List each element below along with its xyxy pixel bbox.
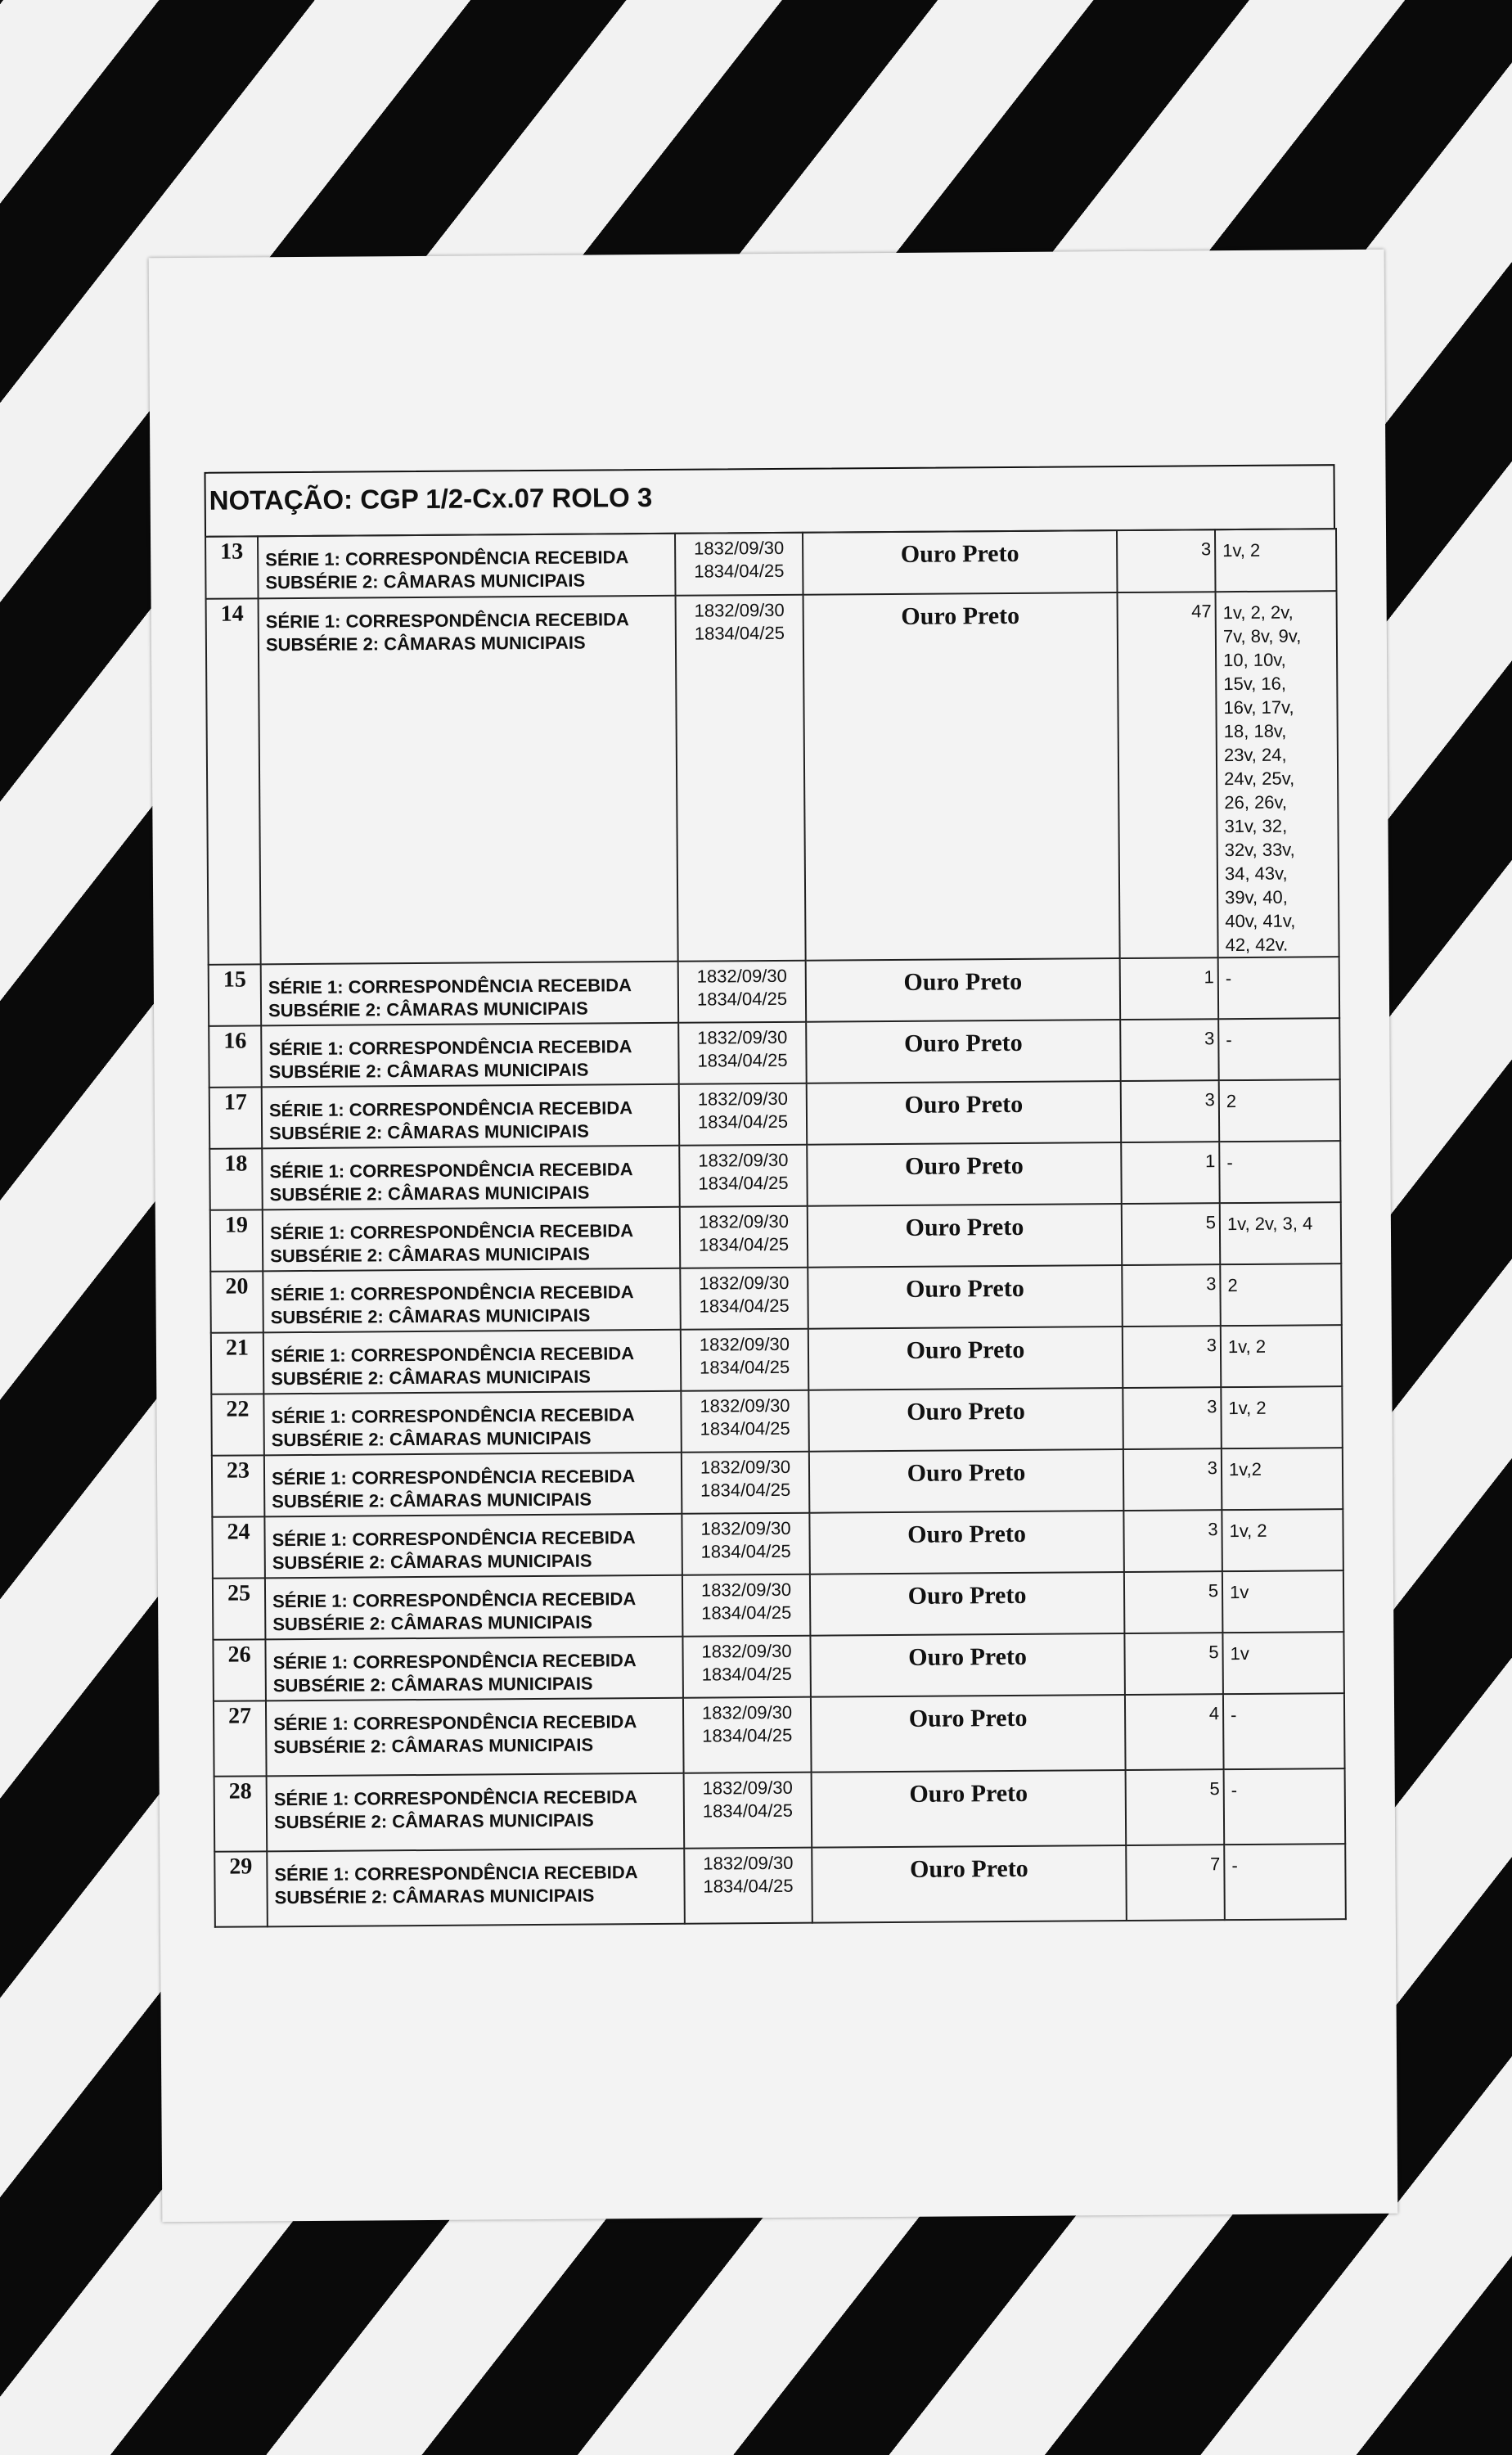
date-range [682, 1452, 810, 1514]
date-end: 1834/04/25 [702, 1800, 794, 1822]
serie-label: SÉRIE 1: CORRESPONDÊNCIA RECEBIDA [268, 1036, 632, 1060]
table-row [209, 1141, 1340, 1210]
page-entry: 7v, 8v, 9v, [1222, 625, 1302, 647]
serie-label: SÉRIE 1: CORRESPONDÊNCIA RECEBIDA [271, 1404, 635, 1428]
page-entry: 24v, 25v, [1224, 768, 1295, 790]
document-count: 3 [1120, 1019, 1219, 1081]
location: Ouro Preto [806, 958, 1121, 1022]
date-start: 1832/09/30 [700, 1394, 790, 1417]
date-range [681, 1329, 809, 1391]
date-range [680, 1268, 808, 1330]
date-range [680, 1206, 808, 1268]
date-end: 1834/04/25 [696, 988, 788, 1010]
serie-label: SÉRIE 1: CORRESPONDÊNCIA RECEBIDA [270, 1343, 635, 1367]
page-entry: 2 [1226, 1091, 1237, 1112]
document-count: 3 [1123, 1510, 1222, 1572]
date-range [684, 1848, 812, 1924]
date-start: 1832/09/30 [700, 1517, 791, 1539]
table-row [209, 1079, 1340, 1149]
location: Ouro Preto [809, 1449, 1124, 1513]
date-start: 1832/09/30 [701, 1640, 792, 1662]
row-number: 28 [214, 1776, 268, 1851]
serie-label: SÉRIE 1: CORRESPONDÊNCIA RECEBIDA [270, 1282, 634, 1305]
date-end: 1834/04/25 [694, 622, 785, 644]
record-description [266, 1698, 684, 1777]
page-entry: - [1231, 1855, 1238, 1876]
table-row [209, 1018, 1339, 1088]
date-range [679, 1145, 808, 1207]
subserie-label: SUBSÉRIE 2: CÂMARAS MUNICIPAIS [268, 998, 588, 1021]
document-count: 1 [1121, 1142, 1220, 1204]
location: Ouro Preto [807, 1081, 1122, 1145]
table-row [211, 1386, 1342, 1456]
row-number: 15 [209, 964, 262, 1025]
subserie-label: SUBSÉRIE 2: CÂMARAS MUNICIPAIS [270, 1304, 591, 1328]
document-count: 3 [1122, 1264, 1221, 1327]
page-entry: 1v, 2 [1222, 539, 1261, 561]
date-end: 1834/04/25 [699, 1295, 790, 1317]
record-description [264, 1453, 682, 1517]
location: Ouro Preto [808, 1327, 1123, 1390]
page-entry: 23v, 24, [1223, 744, 1287, 766]
page-list [1218, 1018, 1340, 1080]
page-entry: 1v,2 [1228, 1458, 1262, 1480]
document-sheet [149, 250, 1398, 2222]
page-list [1215, 529, 1337, 592]
date-range [682, 1574, 811, 1637]
row-number: 29 [214, 1851, 268, 1926]
date-range [675, 533, 803, 596]
document-count: 47 [1118, 592, 1218, 958]
document-count: 7 [1126, 1845, 1225, 1921]
date-start: 1832/09/30 [699, 1333, 790, 1355]
date-range [682, 1636, 811, 1698]
page-entry: - [1231, 1705, 1237, 1726]
page-entry: 1v, 2, 2v, [1222, 601, 1294, 624]
table-row [212, 1509, 1343, 1579]
page-list [1222, 1448, 1343, 1510]
page-entry: 1v, 2 [1229, 1520, 1267, 1542]
document-count: 5 [1124, 1633, 1223, 1695]
page-list [1220, 1202, 1342, 1264]
page-list [1221, 1386, 1343, 1448]
page-entry: 16v, 17v, [1223, 696, 1294, 718]
row-number: 19 [210, 1209, 263, 1271]
date-end: 1834/04/25 [700, 1540, 791, 1562]
page-entry: 10, 10v, [1223, 649, 1286, 671]
serie-label: SÉRIE 1: CORRESPONDÊNCIA RECEBIDA [265, 547, 629, 570]
row-number: 27 [214, 1700, 267, 1776]
document-count: 3 [1123, 1387, 1222, 1449]
page-list [1219, 1141, 1341, 1203]
table-row [213, 1632, 1343, 1701]
serie-label: SÉRIE 1: CORRESPONDÊNCIA RECEBIDA [273, 1786, 638, 1810]
date-end: 1834/04/25 [697, 1049, 788, 1071]
record-description [267, 1773, 685, 1852]
serie-label: SÉRIE 1: CORRESPONDÊNCIA RECEBIDA [268, 1097, 633, 1121]
date-start: 1832/09/30 [699, 1272, 790, 1294]
document-count: 1 [1120, 957, 1219, 1020]
page-list [1219, 1079, 1341, 1142]
serie-label: SÉRIE 1: CORRESPONDÊNCIA RECEBIDA [269, 1159, 633, 1182]
page-entry: 39v, 40, [1225, 886, 1288, 908]
date-end: 1834/04/25 [703, 1875, 794, 1897]
subserie-label: SUBSÉRIE 2: CÂMARAS MUNICIPAIS [265, 632, 586, 655]
document-count: 3 [1121, 1080, 1220, 1142]
date-end: 1834/04/25 [701, 1601, 792, 1624]
subserie-label: SUBSÉRIE 2: CÂMARAS MUNICIPAIS [272, 1489, 592, 1512]
subserie-label: SUBSÉRIE 2: CÂMARAS MUNICIPAIS [274, 1885, 595, 1908]
serie-label: SÉRIE 1: CORRESPONDÊNCIA RECEBIDA [268, 975, 632, 998]
date-range [678, 961, 807, 1023]
notation-header: NOTAÇÃO: CGP 1/2-Cx.07 ROLO 3 [204, 464, 1335, 538]
date-range [678, 1022, 807, 1084]
location: Ouro Preto [807, 1142, 1122, 1206]
row-number: 13 [205, 536, 259, 598]
subserie-label: SUBSÉRIE 2: CÂMARAS MUNICIPAIS [272, 1673, 593, 1696]
date-start: 1832/09/30 [693, 537, 785, 559]
record-description [261, 962, 679, 1026]
page-entry: 1v, 2 [1228, 1397, 1267, 1419]
date-end: 1834/04/25 [698, 1233, 790, 1255]
subserie-label: SUBSÉRIE 2: CÂMARAS MUNICIPAIS [269, 1182, 590, 1205]
page-list [1222, 1509, 1343, 1571]
page-entry: - [1231, 1780, 1238, 1801]
table-row [212, 1448, 1343, 1517]
record-description [262, 1146, 680, 1210]
serie-label: SÉRIE 1: CORRESPONDÊNCIA RECEBIDA [272, 1527, 636, 1551]
record-description [263, 1268, 681, 1333]
date-range [683, 1697, 812, 1773]
record-description [263, 1391, 682, 1456]
row-number: 16 [209, 1025, 262, 1087]
page-entry: - [1225, 968, 1232, 989]
page-entry: 1v, 2v, 3, 4 [1226, 1213, 1313, 1235]
row-number: 26 [213, 1639, 266, 1700]
date-start: 1832/09/30 [697, 1088, 788, 1110]
document-count: 3 [1123, 1448, 1222, 1511]
row-number: 25 [213, 1578, 266, 1639]
page-list [1216, 591, 1339, 957]
date-end: 1834/04/25 [694, 560, 785, 582]
document-count: 4 [1125, 1694, 1224, 1770]
table-row [213, 1570, 1343, 1640]
table-row [214, 1693, 1345, 1777]
table-row [209, 957, 1339, 1026]
date-range [679, 1083, 808, 1146]
subserie-label: SUBSÉRIE 2: CÂMARAS MUNICIPAIS [269, 1120, 589, 1144]
page-entry: 31v, 32, [1224, 815, 1288, 837]
subserie-label: SUBSÉRIE 2: CÂMARAS MUNICIPAIS [271, 1366, 592, 1390]
page-entry: - [1226, 1152, 1233, 1173]
date-range [681, 1390, 809, 1453]
record-description [262, 1084, 680, 1149]
record-description [263, 1207, 681, 1272]
row-number: 23 [212, 1455, 265, 1516]
subserie-label: SUBSÉRIE 2: CÂMARAS MUNICIPAIS [271, 1427, 592, 1451]
date-start: 1832/09/30 [700, 1579, 792, 1601]
record-description [258, 534, 676, 599]
subserie-label: SUBSÉRIE 2: CÂMARAS MUNICIPAIS [272, 1611, 593, 1635]
page-entry: 42, 42v. [1225, 934, 1289, 956]
page-entry: 15v, 16, [1223, 673, 1287, 695]
row-number: 14 [206, 598, 261, 964]
row-number: 22 [211, 1394, 264, 1455]
serie-label: SÉRIE 1: CORRESPONDÊNCIA RECEBIDA [265, 609, 629, 633]
location: Ouro Preto [808, 1388, 1123, 1452]
page-entry: 2 [1227, 1275, 1238, 1296]
table-row [211, 1325, 1342, 1394]
row-number: 21 [211, 1332, 264, 1394]
date-start: 1832/09/30 [701, 1701, 793, 1723]
date-start: 1832/09/30 [700, 1456, 791, 1478]
location: Ouro Preto [808, 1265, 1123, 1329]
table-row [206, 591, 1339, 965]
date-start: 1832/09/30 [698, 1210, 790, 1232]
location: Ouro Preto [808, 1204, 1123, 1268]
date-range [684, 1773, 812, 1849]
serie-label: SÉRIE 1: CORRESPONDÊNCIA RECEBIDA [272, 1650, 637, 1673]
subserie-label: SUBSÉRIE 2: CÂMARAS MUNICIPAIS [272, 1550, 592, 1574]
location: Ouro Preto [803, 530, 1118, 595]
page-list [1224, 1844, 1346, 1920]
date-start: 1832/09/30 [698, 1149, 789, 1171]
page-entry: 18, 18v, [1223, 720, 1287, 742]
date-range [682, 1513, 810, 1575]
page-entry: 34, 43v, [1224, 863, 1288, 885]
record-description [259, 596, 678, 965]
location: Ouro Preto [810, 1633, 1125, 1697]
date-end: 1834/04/25 [700, 1417, 790, 1439]
location: Ouro Preto [812, 1845, 1127, 1923]
document-count: 5 [1124, 1571, 1223, 1633]
location: Ouro Preto [803, 592, 1120, 961]
page-list [1218, 957, 1340, 1019]
document-count: 5 [1126, 1769, 1225, 1845]
serie-label: SÉRIE 1: CORRESPONDÊNCIA RECEBIDA [272, 1588, 637, 1612]
row-number: 20 [210, 1271, 263, 1332]
page-list [1222, 1570, 1344, 1633]
page-entry: 1v [1230, 1642, 1249, 1664]
location: Ouro Preto [810, 1572, 1125, 1636]
record-description [263, 1330, 682, 1394]
page-list [1221, 1325, 1343, 1387]
date-end: 1834/04/25 [699, 1356, 790, 1378]
record-description [267, 1849, 685, 1927]
table-row [214, 1844, 1346, 1927]
table-row [205, 529, 1336, 599]
serie-label: SÉRIE 1: CORRESPONDÊNCIA RECEBIDA [273, 1711, 637, 1735]
row-number: 24 [212, 1516, 265, 1578]
document-count: 3 [1123, 1326, 1222, 1388]
serie-label: SÉRIE 1: CORRESPONDÊNCIA RECEBIDA [274, 1862, 638, 1885]
table-row [210, 1264, 1341, 1333]
document-count: 3 [1117, 529, 1216, 592]
page-entry: 1v [1229, 1581, 1249, 1603]
date-end: 1834/04/25 [698, 1172, 789, 1194]
date-end: 1834/04/25 [702, 1724, 793, 1746]
page-entry: 32v, 33v, [1224, 839, 1295, 861]
page-entry: - [1226, 1029, 1232, 1051]
subserie-label: SUBSÉRIE 2: CÂMARAS MUNICIPAIS [265, 570, 586, 593]
date-start: 1832/09/30 [702, 1777, 793, 1799]
date-end: 1834/04/25 [697, 1110, 789, 1133]
subserie-label: SUBSÉRIE 2: CÂMARAS MUNICIPAIS [273, 1734, 594, 1758]
page-entry: 26, 26v, [1224, 791, 1288, 813]
subserie-label: SUBSÉRIE 2: CÂMARAS MUNICIPAIS [270, 1243, 590, 1267]
subserie-label: SUBSÉRIE 2: CÂMARAS MUNICIPAIS [268, 1059, 589, 1083]
page-entry: 40v, 41v, [1225, 910, 1296, 932]
location: Ouro Preto [812, 1770, 1127, 1848]
records-table-body [205, 529, 1346, 1927]
page-entry: 1v, 2 [1227, 1336, 1267, 1358]
location: Ouro Preto [811, 1695, 1126, 1773]
record-description [265, 1637, 683, 1701]
date-start: 1832/09/30 [703, 1852, 794, 1874]
record-description [264, 1514, 682, 1579]
record-description [261, 1023, 679, 1088]
date-range [676, 595, 806, 962]
table-row [214, 1768, 1346, 1852]
date-start: 1832/09/30 [697, 1026, 788, 1048]
row-number: 18 [209, 1148, 263, 1209]
date-end: 1834/04/25 [701, 1663, 792, 1685]
page-list [1223, 1693, 1345, 1769]
record-description [265, 1575, 683, 1640]
location: Ouro Preto [806, 1020, 1121, 1083]
serie-label: SÉRIE 1: CORRESPONDÊNCIA RECEBIDA [269, 1220, 634, 1244]
page-list [1224, 1768, 1346, 1845]
page-list [1220, 1264, 1342, 1326]
subserie-label: SUBSÉRIE 2: CÂMARAS MUNICIPAIS [273, 1809, 594, 1833]
date-end: 1834/04/25 [700, 1479, 791, 1501]
document-count: 5 [1122, 1203, 1221, 1265]
page-list [1222, 1632, 1344, 1694]
date-start: 1832/09/30 [694, 599, 785, 621]
location: Ouro Preto [809, 1511, 1124, 1574]
serie-label: SÉRIE 1: CORRESPONDÊNCIA RECEBIDA [271, 1466, 636, 1489]
date-start: 1832/09/30 [696, 965, 787, 987]
records-table [205, 528, 1347, 1928]
row-number: 17 [209, 1087, 263, 1148]
table-row [210, 1202, 1341, 1272]
